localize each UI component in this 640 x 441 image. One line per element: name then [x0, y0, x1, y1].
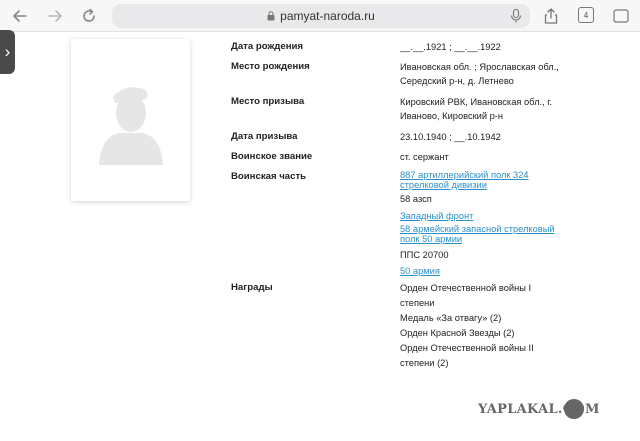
unit-link-58-reserve-regiment-cont[interactable]: полк 50 армии — [400, 234, 463, 244]
award-line: Орден Отечественной войны I — [400, 283, 532, 293]
awards-label: Награды — [231, 282, 273, 293]
value-line: 23.10.1940 ; __.10.1942 — [400, 132, 501, 142]
side-panel-handle[interactable]: › — [0, 30, 15, 74]
military-unit-label: Воинская часть — [231, 171, 307, 182]
military-unit-value — [400, 170, 572, 276]
unit-link-887-regiment[interactable]: 887 артиллерийский полк 324 — [400, 170, 529, 180]
award-line: степени (2) — [400, 358, 449, 368]
url-text: pamyat-naroda.ru — [280, 9, 375, 23]
draft-place-label: Место призыва — [231, 96, 305, 107]
value-line: __.__.1921 ; __.__.1922 — [400, 42, 501, 52]
unit-link-50-army[interactable]: 50 армия — [400, 266, 440, 276]
unit-text-58-azsp: 58 азсп — [400, 194, 432, 204]
rank-label: Воинское звание — [231, 151, 313, 162]
soldier-silhouette-icon — [91, 75, 171, 165]
watermark-text: YAPLAKAL.COM — [478, 402, 600, 417]
unit-link-887-regiment-cont[interactable]: стрелковой дивизии — [400, 180, 487, 190]
watermark — [478, 399, 618, 421]
unit-text-pps: ППС 20700 — [400, 250, 449, 260]
award-line: Орден Отечественной войны II — [400, 343, 534, 353]
value-line: ст. сержант — [400, 152, 449, 162]
microphone-icon[interactable] — [510, 9, 522, 23]
birth-place-label: Место рождения — [231, 61, 310, 72]
value-line: Ивановская обл. ; Ярославская обл., — [400, 62, 559, 72]
reload-icon[interactable] — [78, 5, 100, 27]
soldier-photo-placeholder — [71, 39, 190, 201]
draft-place-value — [400, 95, 572, 123]
birth-date-label: Дата рождения — [231, 41, 303, 52]
award-line: Медаль «За отвагу» (2) — [400, 313, 502, 323]
forward-arrow-icon[interactable] — [44, 5, 66, 27]
award-line: степени — [400, 298, 435, 308]
birth-date-value — [400, 40, 572, 54]
browser-toolbar — [0, 0, 640, 32]
address-bar[interactable] — [112, 4, 530, 28]
value-line: Кировский РВК, Ивановская обл., г. — [400, 97, 553, 107]
unit-link-58-reserve-regiment[interactable]: 58 армейский запасной стрелковый — [400, 224, 555, 234]
draft-date-value — [400, 130, 572, 144]
unit-link-western-front[interactable]: Западный фронт — [400, 211, 474, 221]
awards-value — [400, 281, 572, 371]
back-arrow-icon[interactable] — [9, 5, 31, 27]
lock-icon — [267, 11, 275, 21]
rank-value — [400, 150, 572, 164]
share-icon[interactable] — [540, 5, 562, 27]
more-icon[interactable] — [610, 5, 632, 27]
tab-count-button[interactable]: 4 — [578, 7, 594, 23]
birth-place-value — [400, 60, 572, 88]
value-line: Иваново, Кировский р-н — [400, 111, 504, 121]
award-line: Орден Красной Звезды (2) — [400, 328, 515, 338]
value-line: Середский р-н, д. Летнево — [400, 76, 514, 86]
draft-date-label: Дата призыва — [231, 131, 298, 142]
